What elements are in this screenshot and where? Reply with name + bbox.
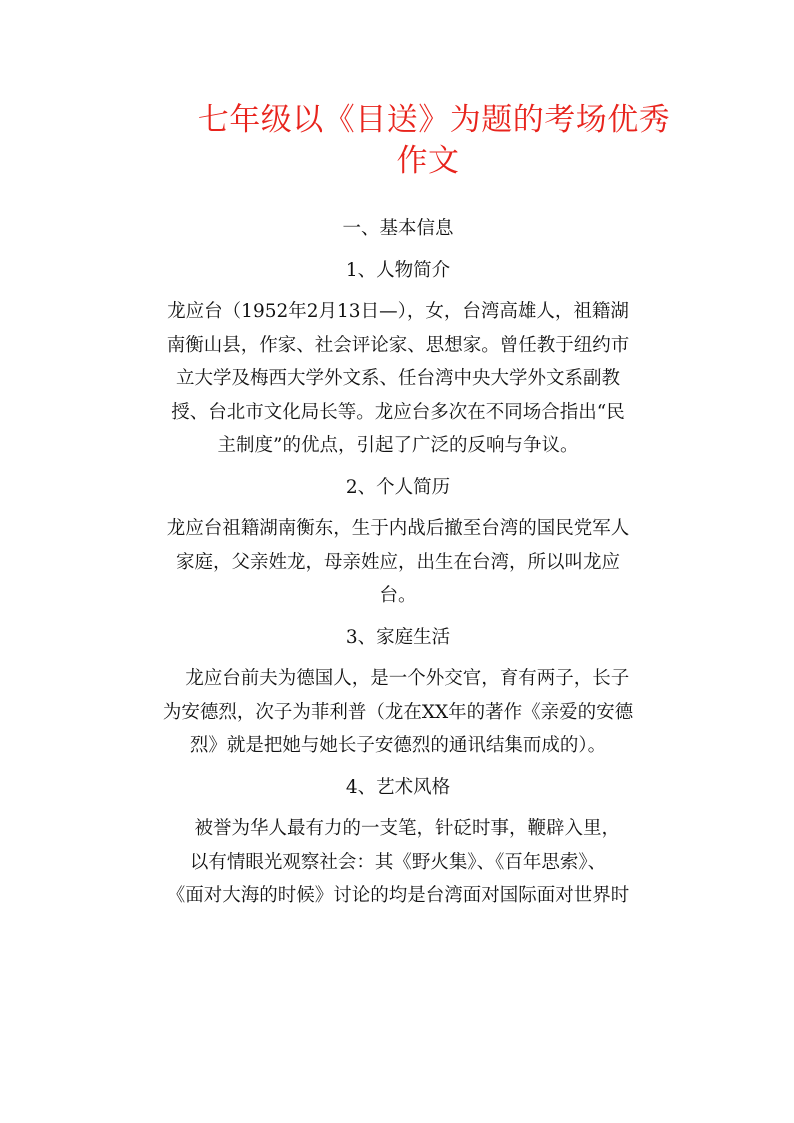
subheading-resume: 2、个人简历 (345, 476, 451, 498)
subheading-bio: 1、人物简介 (345, 259, 451, 281)
bio-line: 立大学及梅西大学外文系、任台湾中央大学外文系副教 (175, 368, 620, 389)
resume-line: 龙应台祖籍湖南衡东，生于内战后撤至台湾的国民党军人 (166, 518, 630, 539)
document-title (150, 100, 710, 182)
bio-line: 授、台北市文化局长等。龙应台多次在不同场合指出“民 (171, 401, 625, 423)
title-line-1: 七年级以《目送》为题的考场优秀 (197, 102, 671, 138)
resume-line: 台。 (379, 585, 417, 606)
art-line: 被誉为华人最有力的一支笔，针砭时事，鞭辟入里， (175, 818, 620, 839)
document-body (118, 212, 678, 913)
subheading-art: 4、艺术风格 (345, 776, 451, 798)
subheading-family: 3、家庭生活 (345, 626, 451, 648)
art-line: 以有情眼光观察社会：其《野火集》、《百年思索》、 (189, 851, 607, 873)
section-heading-basic-info: 一、基本信息 (342, 218, 454, 239)
family-line: 烈》就是把她与她长子安德烈的通讯结集而成的）。 (189, 735, 607, 756)
title-line-2: 作文 (396, 143, 460, 179)
bio-line: 龙应台（1952年2月13日—），女，台湾高雄人，祖籍湖 (167, 301, 629, 322)
family-line: 为安德烈，次子为菲利普（龙在XX年的著作《亲爱的安德 (162, 701, 634, 723)
family-line: 龙应台前夫为德国人，是一个外交官，育有两子，长子 (166, 668, 630, 689)
art-line: 《面对大海的时候》讨论的均是台湾面对国际面对世界时 (166, 885, 630, 906)
resume-line: 家庭，父亲姓龙，母亲姓应，出生在台湾，所以叫龙应 (175, 551, 620, 573)
bio-line: 主制度”的优点，引起了广泛的反响与争议。 (217, 435, 579, 456)
bio-line: 南衡山县，作家、社会评论家、思想家。曾任教于纽约市 (166, 334, 630, 356)
